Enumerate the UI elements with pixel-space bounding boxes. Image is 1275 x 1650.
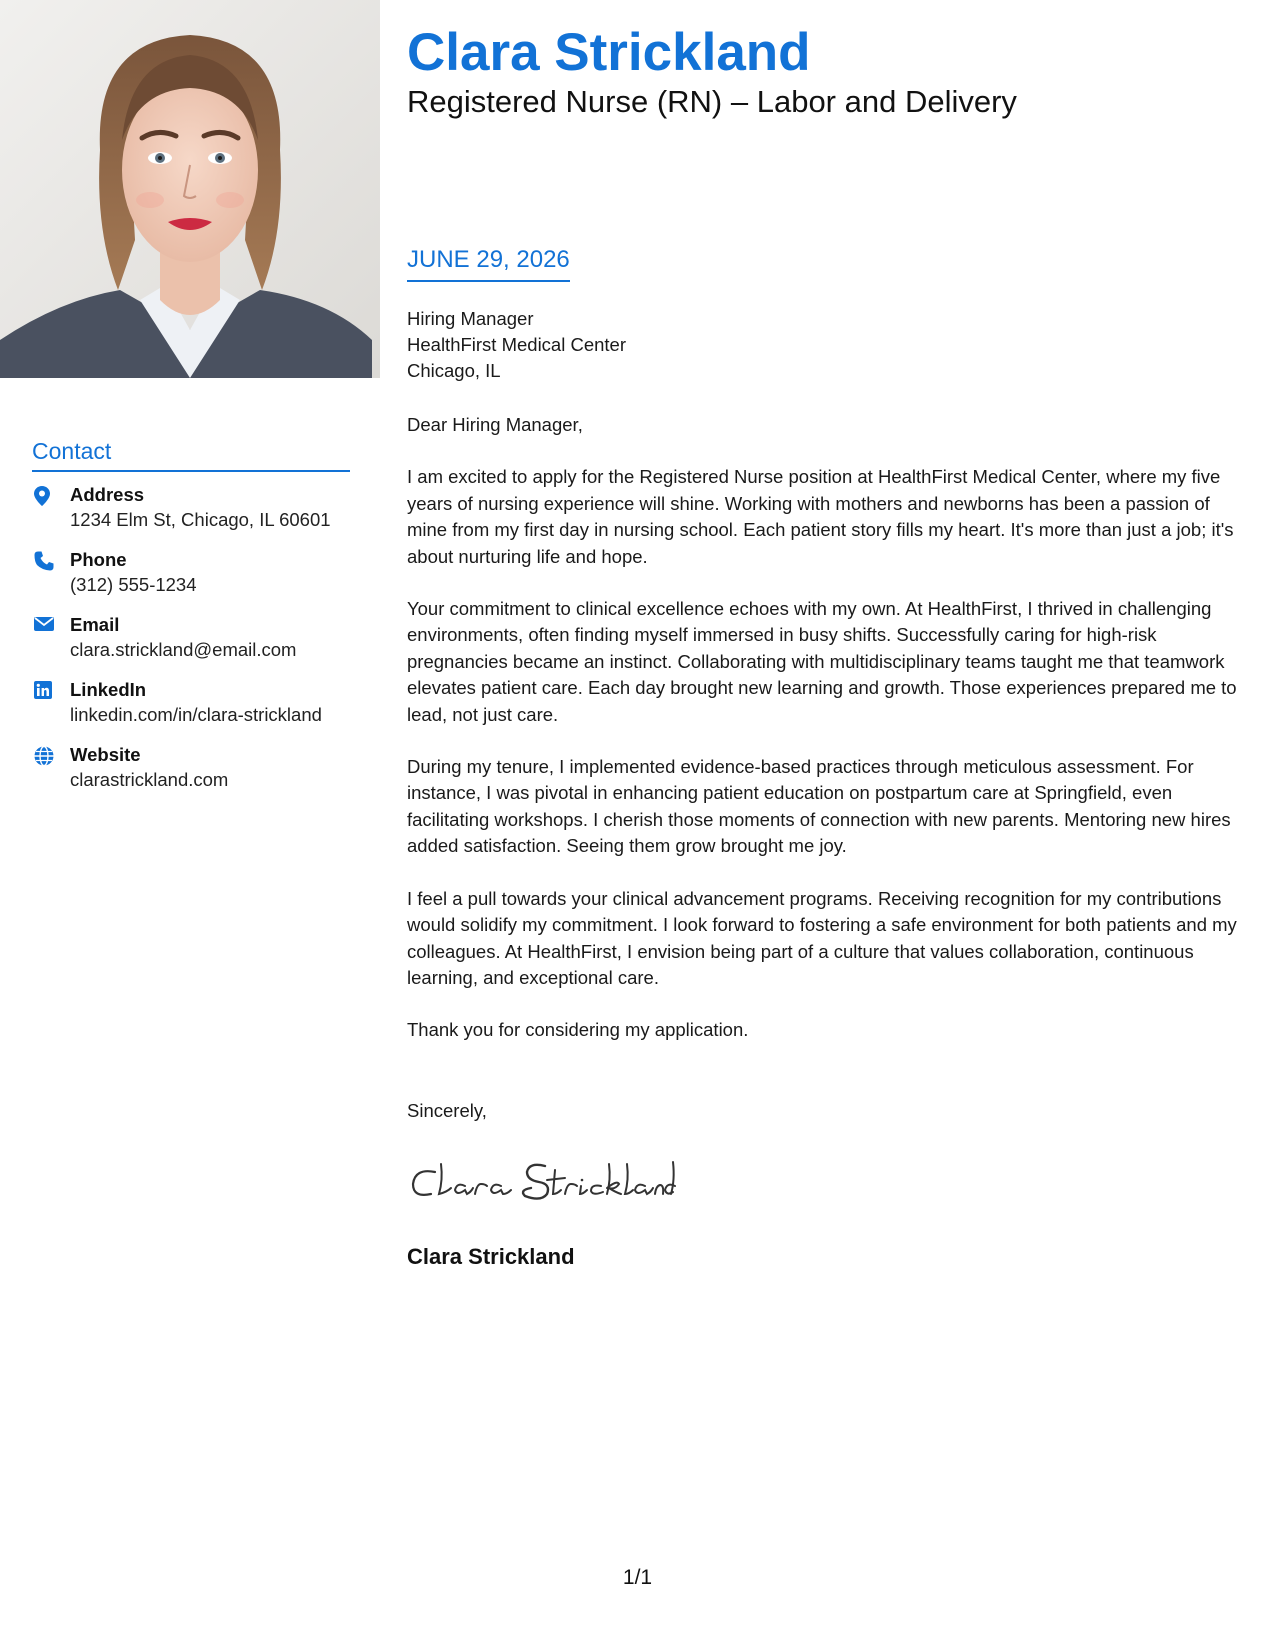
envelope-icon [32,612,70,632]
phone-icon [32,547,70,571]
contact-label: Phone [70,549,127,570]
letter-paragraph: Thank you for considering my application. [407,1019,749,1041]
contact-section [32,436,350,807]
closing: Sincerely, [407,1100,487,1121]
contact-heading: Contact [32,436,350,472]
contact-value: 1234 Elm St, Chicago, IL 60601 [70,509,331,530]
contact-value: linkedin.com/in/clara-strickland [70,704,322,725]
profile-photo [0,0,380,378]
recipient-line: Hiring Manager [407,308,534,329]
recipient-line: HealthFirst Medical Center [407,334,626,355]
handwritten-signature [407,1150,677,1210]
letter-body [407,412,1245,1070]
salutation: Dear Hiring Manager, [407,414,583,435]
letter-paragraph: Your commitment to clinical excellence echoes with my own. At HealthFirst, I thrived in challenging environments, often finding myself immersed in busy shifts. Successfully caring for high-risk pregnancies became an instinct. Collaborating with multidisciplinary teams taught me that teamwork elevates patient care. Each day brought new learning and growth. Those experiences prepared me to lead, not just care. [407,598,1237,725]
contact-email [32,612,350,662]
page-number: 1/1 [622,1566,653,1589]
contact-label: Website [70,744,141,765]
contact-label: LinkedIn [70,679,147,700]
contact-address [32,482,350,532]
letter-paragraph: I am excited to apply for the Registered Nurse position at HealthFirst Medical Center, where my five years of nursing experience will shine. Working with mothers and newborns has been a passion of mine from my first day in nursing school. Each patient story fills my heart. It's more than just a job; it's about nurturing life and hope. [407,466,1234,567]
contact-label: Email [70,614,120,635]
globe-icon [32,742,70,766]
contact-linkedin [32,677,350,727]
applicant-name: Clara Strickland [407,23,811,82]
contact-phone [32,547,350,597]
letter-date: JUNE 29, 2026 [407,244,570,282]
contact-label: Address [70,484,145,505]
contact-value: clara.strickland@email.com [70,639,297,660]
contact-website [32,742,350,792]
letter-paragraph: I feel a pull towards your clinical advancement programs. Receiving recognition for my contributions would solidify my commitment. I look forward to fostering a safe environment for both patients and my colleagues. At HealthFirst, I envision being part of a culture that values collaboration, continuous learning, and exceptional care. [407,887,1237,988]
letter-paragraph: During my tenure, I implemented evidence-based practices through meticulous assessment. For instance, I was pivotal in enhancing patient education on postpartum care at Springfield, even facilitating workshops. I cherish those moments of connection with new parents. Mentoring new hires added satisfaction. Seeing them grow brought me joy. [407,756,1231,857]
signer-name: Clara Strickland [407,1244,575,1269]
location-pin-icon [32,482,70,506]
contact-value: (312) 555-1234 [70,574,197,595]
linkedin-icon [32,677,70,699]
contact-value: clarastrickland.com [70,769,229,790]
recipient-line: Chicago, IL [407,360,501,381]
job-title: Registered Nurse (RN) – Labor and Delivery [407,84,1017,119]
recipient-block [407,306,626,384]
